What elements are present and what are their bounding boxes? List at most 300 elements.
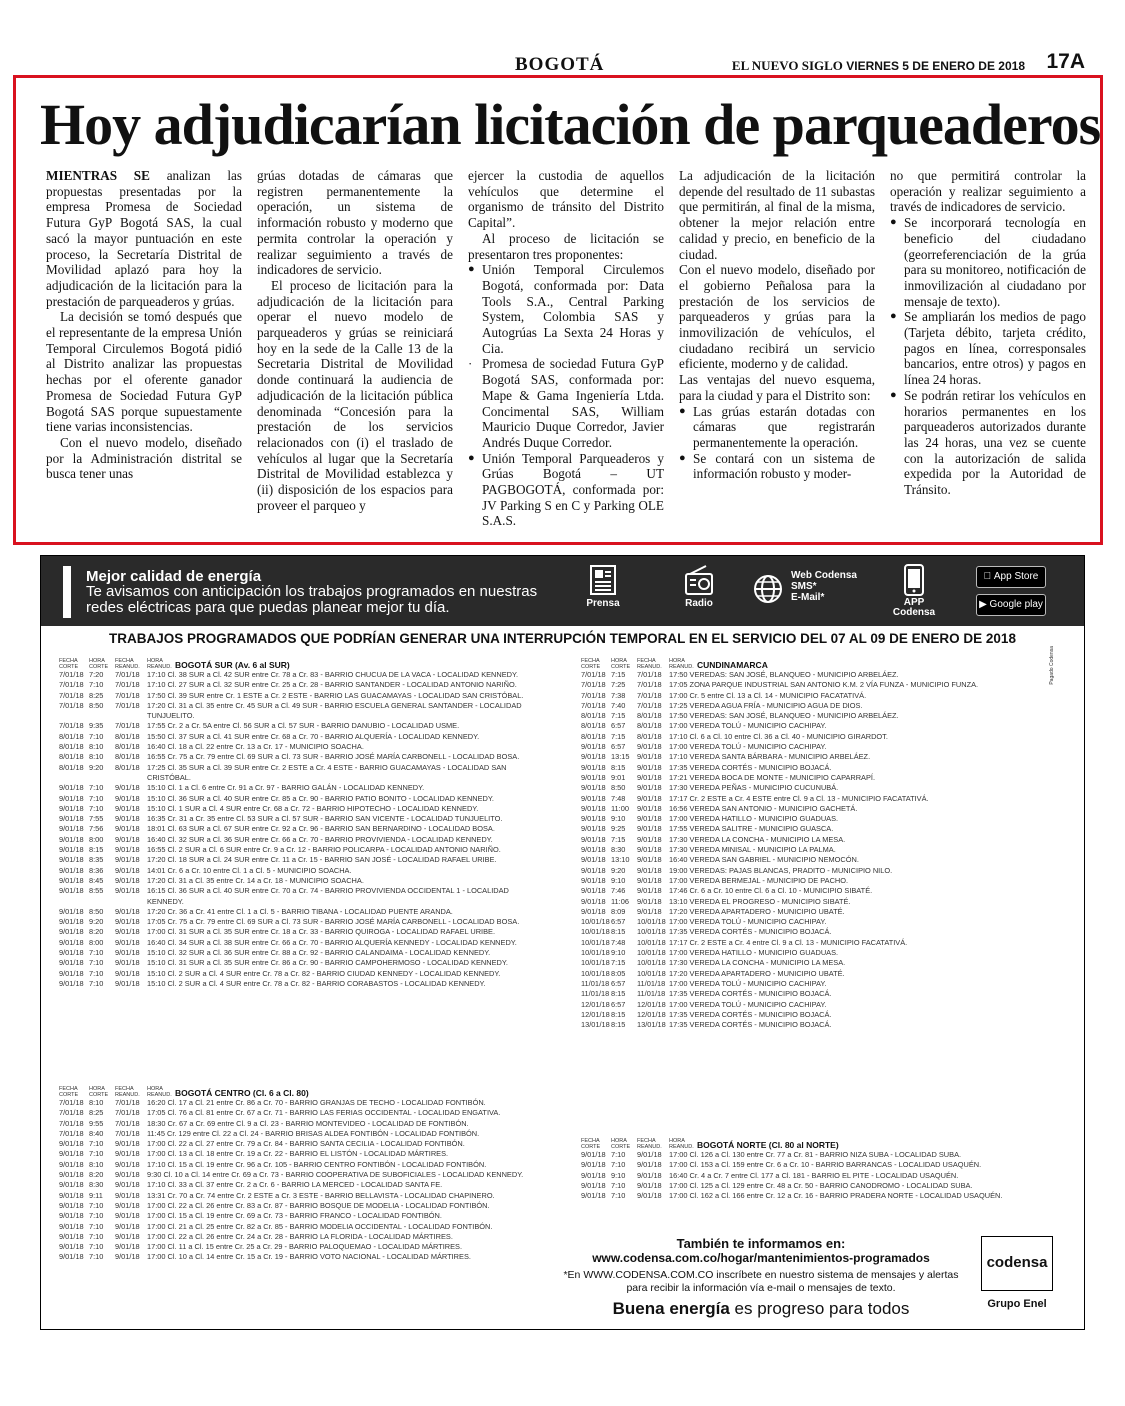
resume-date: 9/01/18	[115, 948, 140, 958]
resume-date	[115, 711, 147, 721]
table-row	[581, 958, 1041, 968]
resume-date: 9/01/18	[115, 1180, 140, 1190]
resume-time-location: 17:20 Cr. 36 a Cr. 41 entre Cl. 1 a Cl. 5 - BARRIO TIBANA - LOCALIDAD PUENTE ARANDA.	[147, 906, 453, 916]
table-row	[59, 1139, 574, 1149]
list-item: ● Las grúas estarán dotadas con cámaras que registrarán permanentemente la operación.	[679, 404, 875, 451]
channel-label: Prensa	[586, 598, 620, 609]
cut-date: 9/01/18	[59, 793, 84, 803]
cut-date: 9/01/18	[59, 865, 84, 875]
resume-date: 9/01/18	[115, 814, 140, 824]
resume-date: 7/01/18	[637, 700, 662, 710]
table-row	[59, 1180, 574, 1190]
resume-date: 7/01/18	[637, 680, 662, 690]
table-row	[59, 773, 574, 783]
resume-date: 9/01/18	[115, 958, 140, 968]
cut-date: 9/01/18	[59, 855, 84, 865]
table-row	[59, 701, 574, 711]
cut-time: 7:10	[89, 1221, 104, 1231]
resume-date: 8/01/18	[637, 711, 662, 721]
table-row	[59, 1242, 574, 1252]
cut-date: 9/01/18	[59, 824, 84, 834]
column-header: HORA CORTE	[611, 658, 631, 670]
resume-date: 11/01/18	[637, 978, 666, 988]
advantages-list-continued	[890, 215, 1086, 498]
app-store-badge[interactable]	[976, 566, 1046, 588]
cut-date: 9/01/18	[59, 978, 84, 988]
resume-time-location: 17:20 Cl. 18 SUR a Cl. 24 SUR entre Cr. 11 a Cr. 15 - BARRIO SAN JOSÉ - LOCALIDAD RAFAEL URIBE.	[147, 855, 497, 865]
table-row	[59, 1149, 574, 1159]
cut-time: 7:10	[89, 1149, 104, 1159]
channel-label: Web Codensa	[791, 570, 857, 581]
cut-date: 9/01/18	[59, 968, 84, 978]
cut-date: 9/01/18	[581, 906, 606, 916]
cut-date: 10/01/18	[581, 937, 610, 947]
cut-date: 9/01/18	[581, 896, 606, 906]
table-row	[581, 670, 1041, 680]
cut-time: 7:15	[611, 958, 626, 968]
cut-date: 7/01/18	[581, 680, 606, 690]
table-row	[59, 1191, 574, 1201]
resume-date: 7/01/18	[637, 690, 662, 700]
list-item: · Promesa de sociedad Futura GyP Bogotá SAS, conformada por: Mape & Gama Ingeniería Ltda. Concimental SAS, William Mauricio Duque Corredor, Javier Andrés Duque Corredor.	[468, 356, 664, 450]
google-play-badge[interactable]	[976, 594, 1046, 616]
table-row	[581, 804, 1041, 814]
resume-date: 7/01/18	[115, 1128, 140, 1138]
cut-time	[89, 711, 115, 721]
cut-time: 7:10	[89, 958, 104, 968]
cut-date: 9/01/18	[59, 927, 84, 937]
column-header: HORA REANUD.	[669, 658, 694, 670]
resume-time-location: 16:55 Cl. 2 SUR a Cl. 6 SUR entre Cr. 9 a Cr. 12 - BARRIO POLICARPA - LOCALIDAD ANTONIO NARIÑO.	[147, 845, 501, 855]
cut-date: 9/01/18	[59, 814, 84, 824]
table-row	[59, 680, 574, 690]
cut-time	[89, 897, 115, 907]
cut-date: 8/01/18	[59, 762, 84, 772]
cut-date	[59, 711, 89, 721]
resume-time-location: 17:30 VEREDA LA CONCHA - MUNICIPIO LA MESA.	[669, 834, 846, 844]
resume-date: 9/01/18	[115, 1252, 140, 1262]
resume-date: 9/01/18	[115, 937, 140, 947]
group-label: Grupo Enel	[987, 1298, 1047, 1310]
resume-time-location: 15:50 Cl. 37 SUR a Cl. 41 SUR entre Cr. 68 a Cr. 70 - BARRIO ALQUERÍA - LOCALIDAD KENNEDY.	[147, 731, 480, 741]
table-row	[581, 907, 1041, 917]
cut-time: 8:00	[89, 834, 104, 844]
table-row	[581, 866, 1041, 876]
table-row	[59, 742, 574, 752]
cut-date: 9/01/18	[59, 1159, 84, 1169]
footer-slogan	[561, 1299, 961, 1319]
cut-date: 9/01/18	[581, 752, 606, 762]
resume-time-location: CRISTÓBAL.	[147, 772, 191, 782]
cut-date: 7/01/18	[59, 1128, 84, 1138]
resume-date: 12/01/18	[637, 1009, 666, 1019]
cut-time: 8:36	[89, 865, 104, 875]
cut-time: 8:20	[89, 927, 104, 937]
page-header	[40, 50, 1085, 76]
resume-date: 9/01/18	[115, 1200, 140, 1210]
cut-time: 8:35	[89, 855, 104, 865]
cut-time: 7:10	[89, 803, 104, 813]
cut-date: 9/01/18	[581, 1191, 606, 1201]
resume-time-location: 13:10 VEREDA EL PROGRESO - MUNICIPIO SIBATÉ.	[669, 896, 851, 906]
table-header	[59, 656, 574, 670]
table-row	[581, 917, 1041, 927]
table-row	[59, 752, 574, 762]
table-row	[581, 1010, 1041, 1020]
resume-date: 9/01/18	[637, 875, 662, 885]
cut-time: 7:48	[611, 937, 626, 947]
table-row	[59, 876, 574, 886]
bidders-list	[468, 262, 664, 529]
table-header	[59, 1084, 574, 1098]
cut-date: 9/01/18	[59, 886, 84, 896]
cut-date	[59, 897, 89, 907]
channel-label: Codensa	[892, 607, 936, 618]
cut-date: 9/01/18	[581, 803, 606, 813]
cut-date: 9/01/18	[581, 875, 606, 885]
play-icon: ▶	[979, 599, 987, 610]
resume-date: 9/01/18	[637, 742, 662, 752]
paragraph: grúas dotadas de cámaras que registren permanentemente la operación, un sistema de información robusto y moderno que permita controlar la operación y realizar seguimiento a través de indicadores de servicio.	[257, 168, 453, 278]
cut-date: 7/01/18	[59, 700, 84, 710]
table-row	[59, 948, 574, 958]
cut-date	[59, 773, 89, 783]
resume-date: 8/01/18	[637, 721, 662, 731]
cut-time: 8:15	[89, 845, 104, 855]
cut-date: 9/01/18	[59, 906, 84, 916]
table-row	[59, 794, 574, 804]
resume-time-location: 16:40 Cr. 4 a Cr. 7 entre Cl. 177 a Cl. 181 - BARRIO EL PITE - LOCALIDAD USAQUÉN.	[669, 1170, 959, 1180]
cut-time: 7:10	[89, 731, 104, 741]
resume-date: 9/01/18	[637, 906, 662, 916]
cut-time: 8:15	[611, 927, 626, 937]
resume-time-location: 17:55 VEREDA SALITRE - MUNICIPIO GUASCA.	[669, 824, 834, 834]
cut-time: 8:10	[89, 1098, 104, 1107]
cut-time: 7:55	[89, 814, 104, 824]
table-row	[581, 979, 1041, 989]
cut-time: 8:05	[611, 968, 626, 978]
cut-date: 9/01/18	[59, 1211, 84, 1221]
resume-time-location: 17:17 Cr. 2 ESTE a Cr. 4 entre Cl. 9 a Cl. 13 - MUNICIPIO FACATATIVÁ.	[669, 937, 908, 947]
resume-time-location: 15:10 Cl. 2 SUR a Cl. 4 SUR entre Cr. 78 a Cr. 82 - BARRIO CIUDAD KENNEDY - LOCALIDAD KENNEDY.	[147, 968, 501, 978]
resume-time-location: 17:00 VEREDA TOLÚ - MUNICIPIO CACHIPAY.	[669, 742, 827, 752]
cut-date: 8/01/18	[581, 711, 606, 721]
resume-time-location: 14:01 Cr. 6 a Cr. 10 entre Cl. 1 a Cl. 5 - MUNICIPIO SOACHA.	[147, 865, 352, 875]
resume-time-location: 17:05 Cl. 76 a Cl. 81 entre Cr. 67 a Cr. 71 - BARRIO LAS FERIAS OCCIDENTAL - LOCALIDAD ENGATIVA.	[147, 1108, 501, 1118]
cut-time: 9:10	[611, 1170, 626, 1180]
region-title: CUNDINAMARCA	[697, 660, 768, 670]
table-row	[59, 711, 574, 721]
resume-time-location: 16:55 Cr. 75 a Cr. 79 entre Cl. 69 SUR a Cl. 73 SUR - BARRIO JOSÉ MARÍA CARBONELL - LOCALIDAD BOSA.	[147, 752, 520, 762]
cut-date: 7/01/18	[59, 1118, 84, 1128]
cut-time: 7:10	[89, 680, 104, 690]
list-item: ● Se podrán retirar los vehículos en horarios permanentes en los parqueaderos autorizados durante las 24 horas, una vez se cuente con la autorización de salida expedida por la Autoridad de Tránsito.	[890, 388, 1086, 498]
table-row	[581, 876, 1041, 886]
table-row	[59, 1160, 574, 1170]
resume-date: 9/01/18	[115, 1211, 140, 1221]
cut-time: 8:55	[89, 886, 104, 896]
cut-date: 7/01/18	[59, 721, 84, 731]
cut-date: 9/01/18	[59, 845, 84, 855]
resume-time-location: 15:10 Cl. 2 SUR a Cl. 4 SUR entre Cr. 78 a Cr. 82 - BARRIO CORABASTOS - LOCALIDAD KENNEDY.	[147, 978, 486, 988]
column-header: FECHA REANUD.	[115, 1086, 140, 1098]
page-number: 17A	[1046, 50, 1085, 73]
table-row	[581, 773, 1041, 783]
cut-time: 9:20	[89, 762, 104, 772]
table-row	[59, 927, 574, 937]
list-item: ● Se ampliarán los medios de pago (Tarjeta débito, tarjeta crédito, pagos en línea, corresponsales bancarios, entre otros) y pagos en línea 24 horas.	[890, 309, 1086, 388]
resume-time-location: 18:30 Cr. 67 a Cr. 69 entre Cl. 9 a Cl. 23 - BARRIO MONTEVIDEO - LOCALIDAD DE FONTIBÓN.	[147, 1118, 469, 1128]
table-row	[581, 711, 1041, 721]
table-row	[581, 1150, 1041, 1160]
resume-time-location: 17:10 Cl. 27 SUR a Cl. 32 SUR entre Cr. 25 a Cr. 28 - BARRIO SANTANDER - LOCALIDAD ANTONIO NARIÑO.	[147, 680, 517, 690]
cut-time: 7:20	[89, 670, 104, 679]
table-row	[59, 824, 574, 834]
resume-time-location: 17:25 Cl. 35 SUR a Cl. 39 SUR entre Cr. 2 ESTE a Cr. 4 ESTE - BARRIO GUACAMAYAS - LOCALIDAD SAN	[147, 762, 507, 772]
cut-date: 9/01/18	[59, 1242, 84, 1252]
store-label: Google play	[989, 599, 1043, 610]
cut-time: 7:46	[611, 886, 626, 896]
table-row	[59, 917, 574, 927]
table-row	[59, 670, 574, 680]
footer-url[interactable]: www.codensa.com.co/hogar/mantenimientos-programados	[592, 1251, 930, 1265]
column-header: HORA REANUD.	[669, 1138, 694, 1150]
cut-date: 9/01/18	[59, 1221, 84, 1231]
ad-footer	[561, 1236, 961, 1319]
article-column-2	[257, 168, 453, 538]
resume-date: 9/01/18	[115, 906, 140, 916]
cut-date: 9/01/18	[59, 1180, 84, 1190]
cut-time: 7:10	[89, 1139, 104, 1149]
resume-time-location: 17:35 VEREDA CORTÉS - MUNICIPIO BOJACÁ.	[669, 762, 832, 772]
column-header: FECHA REANUD.	[637, 658, 662, 670]
resume-time-location: 13:31 Cr. 70 a Cr. 74 entre Cr. 2 ESTE a Cr. 3 ESTE - BARRIO BELLAVISTA - LOCALIDAD CHAPINERO.	[147, 1190, 495, 1200]
resume-time-location: 17:50 VEREDAS: SAN JOSÉ, BLANQUEO - MUNICIPIO ARBELÁEZ.	[669, 670, 899, 679]
column-header: HORA CORTE	[611, 1138, 631, 1150]
cut-time: 7:10	[89, 978, 104, 988]
resume-date: 7/01/18	[115, 721, 140, 731]
table-row	[581, 969, 1041, 979]
resume-time-location: 17:00 Cl. 10 a Cl. 14 entre Cr. 15 a Cr. 19 - BARRIO VOTO NACIONAL - LOCALIDAD MÁRTIRES.	[147, 1252, 471, 1262]
cut-time: 7:10	[89, 968, 104, 978]
resume-date: 9/01/18	[115, 1170, 140, 1180]
cut-date: 8/01/18	[59, 742, 84, 752]
cut-date: 9/01/18	[59, 783, 84, 793]
cut-time: 9:55	[89, 1118, 104, 1128]
resume-date	[115, 773, 147, 783]
cut-time: 7:15	[611, 711, 626, 721]
resume-time-location: 16:40 Cl. 32 SUR a Cl. 36 SUR entre Cr. 66 a Cr. 70 - BARRIO PROVIVIENDA - LOCALIDAD KENNEDY.	[147, 834, 493, 844]
cut-date: 7/01/18	[59, 670, 84, 679]
banner-title: Mejor calidad de energía	[86, 568, 262, 585]
slogan-rest: es progreso para todos	[729, 1299, 910, 1318]
resume-time-location: 17:35 VEREDA CORTÉS - MUNICIPIO BOJACÁ.	[669, 989, 832, 999]
table-row	[581, 701, 1041, 711]
table-row	[59, 969, 574, 979]
table-row	[59, 1201, 574, 1211]
list-item: ● Se contará con un sistema de información robusto y moder-	[679, 451, 875, 482]
cut-date: 10/01/18	[581, 948, 610, 958]
resume-date: 9/01/18	[115, 968, 140, 978]
resume-time-location: 15:10 Cl. 1 SUR a Cl. 4 SUR entre Cr. 68 a Cr. 72 - BARRIO HIPOTECHO - LOCALIDAD KENNEDY.	[147, 803, 479, 813]
footer-note: *En WWW.CODENSA.COM.CO inscríbete en nuestro sistema de mensajes y alertas para recibir la información vía e-mail o mensajes de texto.	[563, 1269, 959, 1294]
cut-time: 8:50	[89, 700, 104, 710]
cut-date: 8/01/18	[581, 731, 606, 741]
table-row	[59, 845, 574, 855]
resume-date: 9/01/18	[115, 1190, 140, 1200]
resume-date: 9/01/18	[115, 875, 140, 885]
resume-date: 10/01/18	[637, 958, 666, 968]
cut-time: 8:30	[611, 845, 626, 855]
resume-date: 7/01/18	[637, 670, 662, 679]
resume-date: 12/01/18	[637, 999, 666, 1009]
cut-time: 13:15	[611, 752, 630, 762]
cut-date: 9/01/18	[59, 1231, 84, 1241]
cut-time: 9:20	[611, 865, 626, 875]
list-item: ● Unión Temporal Parqueaderos y Grúas Bogotá – UT PAGBOGOTÁ, conformada por: JV Parking S en C y Parking OLE S.A.S.	[468, 451, 664, 530]
resume-time-location: 9:30 Cl. 10 a Cl. 14 entre Cr. 69 a Cr. 73 - BARRIO COOPERATIVA DE SUBOFICIALES - LOCALIDAD KENNEDY.	[147, 1170, 524, 1180]
schedule-title: TRABAJOS PROGRAMADOS QUE PODRÍAN GENERAR UNA INTERRUPCIÓN TEMPORAL EN EL SERVICIO DEL 07 AL 09 DE ENERO DE 2018	[109, 631, 1016, 646]
paragraph: Con el nuevo modelo, diseñado por el gobierno Peñalosa para la prestación de los servicios de parqueaderos y grúas para la inmovilización de vehículos, el ciudadano recibirá un servicio eficiente, moderno y de calidad.	[679, 262, 875, 372]
table-cundinamarca	[581, 656, 1041, 1030]
cut-time: 7:15	[611, 731, 626, 741]
cut-date: 9/01/18	[59, 1149, 84, 1159]
resume-date: 9/01/18	[637, 845, 662, 855]
resume-date	[115, 897, 147, 907]
table-row	[581, 680, 1041, 690]
resume-time-location: 17:00 Cl. 22 a Cl. 26 entre Cr. 83 a Cr. 87 - BARRIO BOSQUE DE MODELIA - LOCALIDAD FONTIBÓN.	[147, 1200, 490, 1210]
resume-time-location: 17:10 Cl. 38 SUR a Cl. 42 SUR entre Cr. 78 a Cr. 83 - BARRIO CHUCUA DE LA VACA - LOCALIDAD KENNEDY.	[147, 670, 519, 679]
cut-date: 9/01/18	[581, 1150, 606, 1159]
cut-date: 9/01/18	[581, 742, 606, 752]
cut-date: 7/01/18	[59, 1108, 84, 1118]
codensa-advertisement	[40, 555, 1085, 1330]
cut-time: 6:57	[611, 721, 626, 731]
cut-time: 8:50	[611, 783, 626, 793]
cut-date: 7/01/18	[581, 700, 606, 710]
resume-time-location: 17:00 Cr. 5 entre Cl. 13 a Cl. 14 - MUNICIPIO FACATATIVÁ.	[669, 690, 867, 700]
newspaper-name: EL NUEVO SIGLO	[731, 58, 843, 73]
resume-time-location: 17:00 Cl. 21 a Cl. 25 entre Cr. 82 a Cr. 85 - BARRIO MODELIA OCCIDENTAL - LOCALIDAD FONTIBÓN.	[147, 1221, 493, 1231]
cut-time: 8:45	[89, 875, 104, 885]
resume-time-location: 17:00 Cl. 11 a Cl. 15 entre Cr. 25 a Cr. 29 - BARRIO PALOQUEMAO - LOCALIDAD MÁRTIRES.	[147, 1242, 463, 1252]
cut-date: 10/01/18	[581, 958, 610, 968]
table-header	[581, 656, 1041, 670]
headline: Hoy adjudicarían licitación de parqueaderos	[40, 92, 1101, 157]
paragraph: El proceso de licitación para la adjudicación de la licitación para operar el nuevo modelo de parqueaderos y grúas se reiniciará hoy en la sede de la Calle 13 de la Secretaria Distrital de Movilidad donde continuará la audiencia de adjudicación de la licitación pública denominada “Concesión para la prestación de los servicios relacionados con (i) el traslado de vehículos al lugar que la Secretaría Distrital de Movilidad establezca y (ii) disposición de los espacios para proveer el parqueo y	[257, 277, 453, 513]
resume-time-location: 17:50 Cl. 39 SUR entre Cr. 1 ESTE a Cr. 2 ESTE - BARRIO LAS GUACAMAYAS - LOCALIDAD SAN CRISTÓBAL.	[147, 690, 524, 700]
cut-time: 8:15	[611, 762, 626, 772]
resume-date: 8/01/18	[115, 762, 140, 772]
cut-date: 9/01/18	[59, 958, 84, 968]
resume-time-location: KENNEDY.	[147, 896, 184, 906]
column-header: HORA CORTE	[89, 1086, 109, 1098]
table-row	[581, 1000, 1041, 1010]
resume-time-location: 17:00 Cl. 13 a Cl. 18 entre Cr. 19 a Cr. 22 - BARRIO EL LISTÓN - LOCALIDAD MÁRTIRES.	[147, 1149, 449, 1159]
paragraph: no que permitirá controlar la operación y realizar seguimiento a través de indicadores de servicio.	[890, 168, 1086, 215]
cut-time: 8:15	[611, 989, 626, 999]
cut-time: 9:10	[611, 948, 626, 958]
channel-prensa	[581, 564, 625, 609]
resume-date: 9/01/18	[115, 1159, 140, 1169]
resume-time-location: 15:10 Cl. 1 a Cl. 6 entre Cr. 91 a Cr. 97 - BARRIO GALÁN - LOCALIDAD KENNEDY.	[147, 783, 425, 793]
table-row	[59, 763, 574, 773]
resume-time-location: 17:50 VEREDAS: SAN JOSÉ, BLANQUEO - MUNICIPIO ARBELÁEZ.	[669, 711, 899, 721]
column-header: HORA CORTE	[89, 658, 109, 670]
table-row	[581, 794, 1041, 804]
section-title: BOGOTÁ	[515, 54, 605, 75]
resume-date: 8/01/18	[115, 742, 140, 752]
cut-time: 8:10	[89, 1159, 104, 1169]
table-row	[59, 1211, 574, 1221]
cut-date: 9/01/18	[59, 1200, 84, 1210]
table-row	[59, 814, 574, 824]
cut-date: 9/01/18	[581, 1170, 606, 1180]
channel-radio	[679, 564, 719, 609]
resume-time-location: 17:25 VEREDA AGUA FRÍA - MUNICIPIO AGUA DE DIOS.	[669, 700, 863, 710]
table-bogota-norte	[581, 1136, 1041, 1201]
ad-banner	[41, 556, 1084, 626]
table-row	[581, 948, 1041, 958]
cut-date: 10/01/18	[581, 968, 610, 978]
resume-date: 9/01/18	[637, 834, 662, 844]
resume-date: 8/01/18	[115, 752, 140, 762]
cut-time: 8:10	[89, 752, 104, 762]
resume-time-location: 17:00 Cl. 22 a Cl. 26 entre Cr. 24 a Cr. 28 - BARRIO LA FLORIDA - LOCALIDAD MÁRTIRES.	[147, 1231, 453, 1241]
resume-date: 7/01/18	[115, 700, 140, 710]
cut-date: 12/01/18	[581, 1009, 610, 1019]
cut-date: 12/01/18	[581, 999, 610, 1009]
resume-time-location: 17:10 Cl. 15 a Cl. 19 entre Cr. 96 a Cr. 105 - BARRIO CENTRO FONTIBÓN - LOCALIDAD FONTIBÓN.	[147, 1159, 487, 1169]
resume-time-location: 17:20 VEREDA APARTADERO - MUNICIPIO UBATÉ.	[669, 968, 845, 978]
resume-time-location: 16:15 Cl. 36 SUR a Cl. 40 SUR entre Cr. 70 a Cr. 74 - BARRIO PROVIVIENDA OCCIDENTAL 1 - LOCALIDAD	[147, 886, 509, 896]
cut-date: 11/01/18	[581, 978, 610, 988]
table-row	[59, 855, 574, 865]
cut-date: 9/01/18	[581, 772, 606, 782]
resume-date: 9/01/18	[115, 783, 140, 793]
column-header: FECHA CORTE	[59, 658, 79, 670]
resume-date: 11/01/18	[637, 989, 666, 999]
resume-date: 9/01/18	[637, 1160, 662, 1170]
resume-time-location: 16:20 Cl. 17 a Cl. 21 entre Cr. 86 a Cr. 70 - BARRIO GRANJAS DE TECHO - LOCALIDAD FONTIBÓN.	[147, 1098, 486, 1107]
resume-date: 7/01/18	[115, 1108, 140, 1118]
cut-time: 7:40	[611, 700, 626, 710]
cut-time: 7:10	[89, 793, 104, 803]
cut-date: 8/01/18	[59, 752, 84, 762]
table-row	[59, 835, 574, 845]
cut-time: 7:10	[611, 1191, 626, 1201]
resume-time-location: 17:00 Cl. 153 a Cl. 159 entre Cr. 6 a Cr. 10 - BARRIO BARRANCAS - LOCALIDAD USAQUÉN.	[669, 1160, 982, 1170]
resume-date: 7/01/18	[115, 670, 140, 679]
cut-time: 8:09	[611, 906, 626, 916]
table-row	[581, 1181, 1041, 1191]
paragraph: analizan las propuestas presentadas por la empresa Promesa de Sociedad Futura GyP Bogotá SAS, la cual sacó la mayor puntuación en este proceso, la Secretaría Distrital de Movilidad aplazó para hoy la adjudicación de la licitación para la prestación de parqueaderos y grúas.	[46, 168, 242, 309]
resume-date: 10/01/18	[637, 927, 666, 937]
resume-date: 9/01/18	[115, 803, 140, 813]
resume-date: 9/01/18	[637, 814, 662, 824]
cut-date: 7/01/18	[59, 690, 84, 700]
resume-time-location: 17:46 Cr. 6 a Cr. 10 entre Cl. 6 a Cl. 10 - MUNICIPIO SIBATÉ.	[669, 886, 873, 896]
cut-date: 9/01/18	[59, 1252, 84, 1262]
cut-date: 7/01/18	[59, 680, 84, 690]
resume-date: 9/01/18	[115, 1231, 140, 1241]
paragraph: Con el nuevo modelo, diseñado por la Administración distrital se busca tener unas	[46, 434, 242, 482]
smartphone-icon	[889, 564, 939, 596]
resume-time-location: TUNJUELITO.	[147, 711, 195, 721]
resume-date: 9/01/18	[115, 865, 140, 875]
resume-time-location: 17:00 VEREDA TOLÚ - MUNICIPIO CACHIPAY.	[669, 721, 827, 731]
resume-date: 10/01/18	[637, 917, 666, 927]
